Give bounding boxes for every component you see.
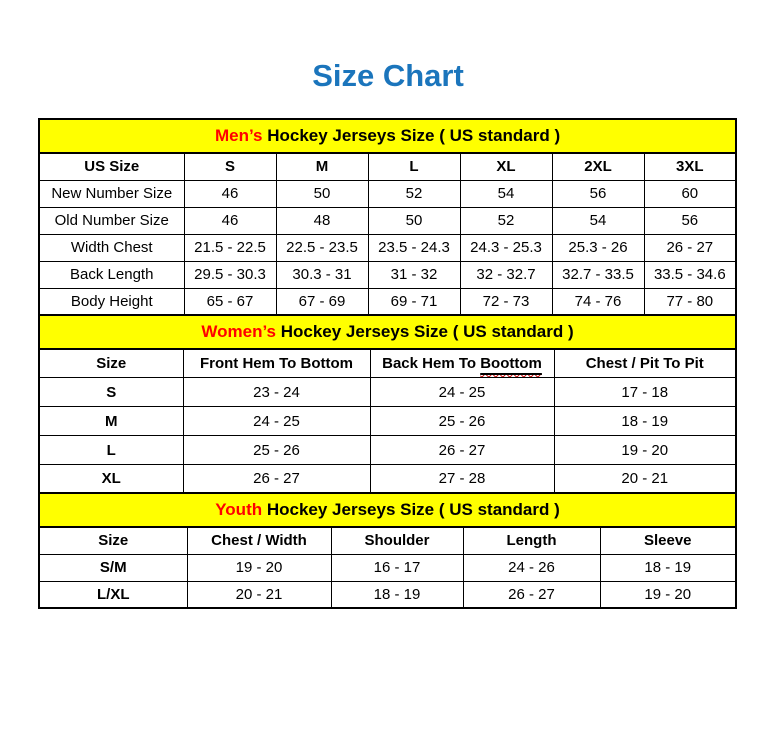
youth-column-header: Length	[463, 527, 600, 554]
mens-section-banner	[39, 119, 736, 153]
youth-banner-text: Hockey Jerseys Size ( US standard )	[262, 500, 560, 519]
womens-value-cell: 25 - 26	[183, 436, 370, 465]
youth-value-cell: 16 - 17	[331, 554, 463, 581]
mens-value-cell: 21.5 - 22.5	[184, 234, 276, 261]
mens-value-cell: 29.5 - 30.3	[184, 261, 276, 288]
womens-value-cell: 23 - 24	[183, 378, 370, 407]
mens-value-cell: 33.5 - 34.6	[644, 261, 736, 288]
mens-value-cell: 50	[368, 207, 460, 234]
mens-column-header: M	[276, 153, 368, 180]
mens-value-cell: 32 - 32.7	[460, 261, 552, 288]
mens-value-cell: 52	[460, 207, 552, 234]
womens-column-header: Size	[39, 349, 183, 378]
mens-table-row	[39, 180, 736, 207]
womens-row-label: L	[39, 436, 183, 465]
mens-value-cell: 72 - 73	[460, 288, 552, 315]
womens-row-label: S	[39, 378, 183, 407]
mens-value-cell: 74 - 76	[552, 288, 644, 315]
mens-value-cell: 52	[368, 180, 460, 207]
youth-value-cell: 26 - 27	[463, 581, 600, 608]
womens-value-cell: 27 - 28	[370, 465, 554, 494]
mens-row-label: New Number Size	[39, 180, 184, 207]
mens-row-label: Width Chest	[39, 234, 184, 261]
youth-size-table	[38, 492, 737, 609]
womens-value-cell: 18 - 19	[554, 407, 736, 436]
mens-column-header: 2XL	[552, 153, 644, 180]
youth-table-row	[39, 581, 736, 608]
womens-row-label: M	[39, 407, 183, 436]
mens-value-cell: 30.3 - 31	[276, 261, 368, 288]
womens-value-cell: 26 - 27	[183, 465, 370, 494]
mens-column-header: XL	[460, 153, 552, 180]
mens-column-header: US Size	[39, 153, 184, 180]
mens-column-header: L	[368, 153, 460, 180]
womens-banner-highlight: Women’s	[201, 321, 276, 341]
mens-value-cell: 24.3 - 25.3	[460, 234, 552, 261]
womens-value-cell: 24 - 25	[370, 378, 554, 407]
youth-table-row	[39, 554, 736, 581]
youth-column-header: Chest / Width	[187, 527, 331, 554]
youth-section-banner	[39, 493, 736, 527]
mens-row-label: Old Number Size	[39, 207, 184, 234]
size-tables-container	[38, 118, 735, 609]
womens-value-cell: 19 - 20	[554, 436, 736, 465]
mens-table-row	[39, 261, 736, 288]
mens-value-cell: 77 - 80	[644, 288, 736, 315]
womens-column-header: Chest / Pit To Pit	[554, 349, 736, 378]
mens-column-header: S	[184, 153, 276, 180]
womens-table-row	[39, 407, 736, 436]
womens-table-row	[39, 436, 736, 465]
mens-table-row	[39, 207, 736, 234]
document-canvas	[0, 58, 776, 750]
youth-value-cell: 19 - 20	[600, 581, 736, 608]
mens-table-row	[39, 288, 736, 315]
page-title: Size Chart	[312, 58, 464, 93]
youth-row-label: L/XL	[39, 581, 187, 608]
womens-value-cell: 26 - 27	[370, 436, 554, 465]
mens-table-row	[39, 234, 736, 261]
youth-row-label: S/M	[39, 554, 187, 581]
mens-value-cell: 25.3 - 26	[552, 234, 644, 261]
mens-value-cell: 65 - 67	[184, 288, 276, 315]
womens-table-row	[39, 465, 736, 494]
youth-value-cell: 18 - 19	[331, 581, 463, 608]
header-text: Back Hem To	[382, 354, 481, 372]
mens-row-label: Body Height	[39, 288, 184, 315]
mens-banner-text: Hockey Jerseys Size ( US standard )	[262, 126, 561, 145]
womens-size-table	[38, 314, 737, 495]
womens-column-header: Front Hem To Bottom	[183, 349, 370, 378]
mens-size-table	[38, 118, 737, 316]
womens-section-banner	[39, 315, 736, 349]
mens-value-cell: 26 - 27	[644, 234, 736, 261]
youth-column-header: Shoulder	[331, 527, 463, 554]
womens-value-cell: 17 - 18	[554, 378, 736, 407]
misspelled-word: Boottom	[480, 354, 542, 372]
youth-value-cell: 24 - 26	[463, 554, 600, 581]
mens-value-cell: 50	[276, 180, 368, 207]
mens-value-cell: 23.5 - 24.3	[368, 234, 460, 261]
mens-value-cell: 46	[184, 207, 276, 234]
youth-value-cell: 19 - 20	[187, 554, 331, 581]
mens-value-cell: 56	[644, 207, 736, 234]
womens-column-header	[370, 349, 554, 378]
youth-value-cell: 18 - 19	[600, 554, 736, 581]
mens-banner-highlight: Men’s	[214, 126, 263, 145]
womens-banner-text: Hockey Jerseys Size ( US standard )	[276, 321, 574, 341]
mens-value-cell: 60	[644, 180, 736, 207]
mens-value-cell: 54	[552, 207, 644, 234]
mens-value-cell: 48	[276, 207, 368, 234]
mens-value-cell: 46	[184, 180, 276, 207]
youth-column-header: Sleeve	[600, 527, 736, 554]
mens-value-cell: 31 - 32	[368, 261, 460, 288]
womens-table-row	[39, 378, 736, 407]
mens-value-cell: 69 - 71	[368, 288, 460, 315]
womens-value-cell: 24 - 25	[183, 407, 370, 436]
mens-column-header: 3XL	[644, 153, 736, 180]
mens-value-cell: 32.7 - 33.5	[552, 261, 644, 288]
womens-value-cell: 25 - 26	[370, 407, 554, 436]
youth-banner-highlight: Youth	[215, 500, 263, 519]
mens-value-cell: 22.5 - 23.5	[276, 234, 368, 261]
mens-value-cell: 56	[552, 180, 644, 207]
womens-row-label: XL	[39, 465, 183, 494]
womens-value-cell: 20 - 21	[554, 465, 736, 494]
youth-column-header: Size	[39, 527, 187, 554]
misspelled-word-squiggle	[480, 355, 542, 372]
mens-row-label: Back Length	[39, 261, 184, 288]
mens-value-cell: 67 - 69	[276, 288, 368, 315]
mens-value-cell: 54	[460, 180, 552, 207]
youth-value-cell: 20 - 21	[187, 581, 331, 608]
